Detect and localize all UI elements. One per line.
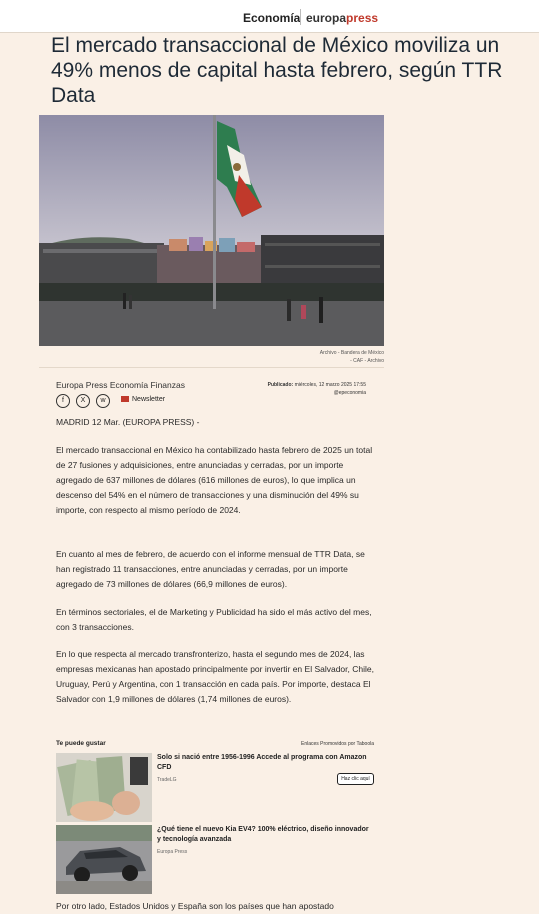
article-photo: [39, 115, 384, 346]
promo-card-source: TradeLG: [157, 777, 177, 783]
paragraph-5: Por otro lado, Estados Unidos y España son los países que han apostado: [56, 901, 334, 911]
article-headline: El mercado transaccional de México moviliza un 49% menos de capital hasta febrero, según TTR Data: [51, 34, 503, 107]
caption-rule: [39, 367, 384, 368]
header-divider: [300, 9, 301, 25]
caption-line: Archivo - Bandera de México: [319, 350, 384, 356]
promo-card-title[interactable]: Solo si nació entre 1956-1996 Accede al programa con Amazon CFD: [157, 754, 367, 771]
dateline: MADRID 12 Mar. (EUROPA PRESS) -: [56, 417, 200, 427]
publish-info: [230, 381, 366, 397]
paragraph-2: En cuanto al mes de febrero, de acuerdo con el informe mensual de TTR Data, se han registrado 11 transacciones, entre anunciadas y cerradas, por un importe agregado de 73 millones de dólares (66,9 millones de euros).: [56, 549, 365, 589]
europapress-logo[interactable]: europapress: [306, 11, 379, 25]
promo-card-image-car[interactable]: [56, 825, 152, 894]
newsletter-link[interactable]: Newsletter: [121, 396, 165, 403]
x-share-icon[interactable]: X: [76, 394, 90, 408]
published-date: miércoles, 12 marzo 2025 17:55: [294, 382, 366, 388]
image-caption: [260, 349, 384, 365]
whatsapp-share-icon[interactable]: w: [96, 394, 110, 408]
caption-credit: - CAF - Archivo: [350, 358, 384, 364]
promo-cta-button[interactable]: Haz clic aquí: [337, 773, 374, 785]
promo-card-image-money[interactable]: [56, 753, 152, 822]
section-link[interactable]: Economía: [243, 11, 301, 25]
promo-card-source: Europa Press: [157, 849, 188, 855]
promoted-provider[interactable]: Enlaces Promovidos por Taboola: [300, 741, 374, 747]
published-label: Publicado:: [267, 382, 294, 388]
promo-card-title[interactable]: ¿Qué tiene el nuevo Kia EV4? 100% eléctrico, diseño innovador y tecnología avanzada: [157, 826, 369, 843]
author-name[interactable]: Europa Press Economía Finanzas: [56, 380, 185, 390]
facebook-share-icon[interactable]: f: [56, 394, 70, 408]
mail-icon: [121, 396, 129, 402]
paragraph-3: En términos sectoriales, el de Marketing y Publicidad ha sido el más activo del mes, con 3 transacciones.: [56, 607, 372, 632]
paragraph-1: El mercado transaccional en México ha contabilizado hasta febrero de 2025 un total de 27 fusiones y adquisiciones, entre anunciadas y cerradas, por un importe agregado de 637 millones de dólares (616 millones de euros), lo que implica un descenso del 54% en el número de transacciones y una disminución del 49% su importe, con respecto al mismo período de 2024.: [56, 445, 373, 515]
promoted-heading: Te puede gustar: [56, 740, 106, 747]
paragraph-4: En lo que respecta al mercado transfronterizo, hasta el segundo mes de 2024, las empresas mexicanas han apostado principalmente por invertir en El Salvador, Chile, Uruguay, Perú y Argentina, con 1 transacción en cada país. Por importe, destaca El Salvador con 1,9 millones de dólares (1,74 millones de euros).: [56, 649, 374, 704]
top-bar: [0, 0, 539, 33]
author-handle[interactable]: @epeconomia: [333, 390, 366, 396]
